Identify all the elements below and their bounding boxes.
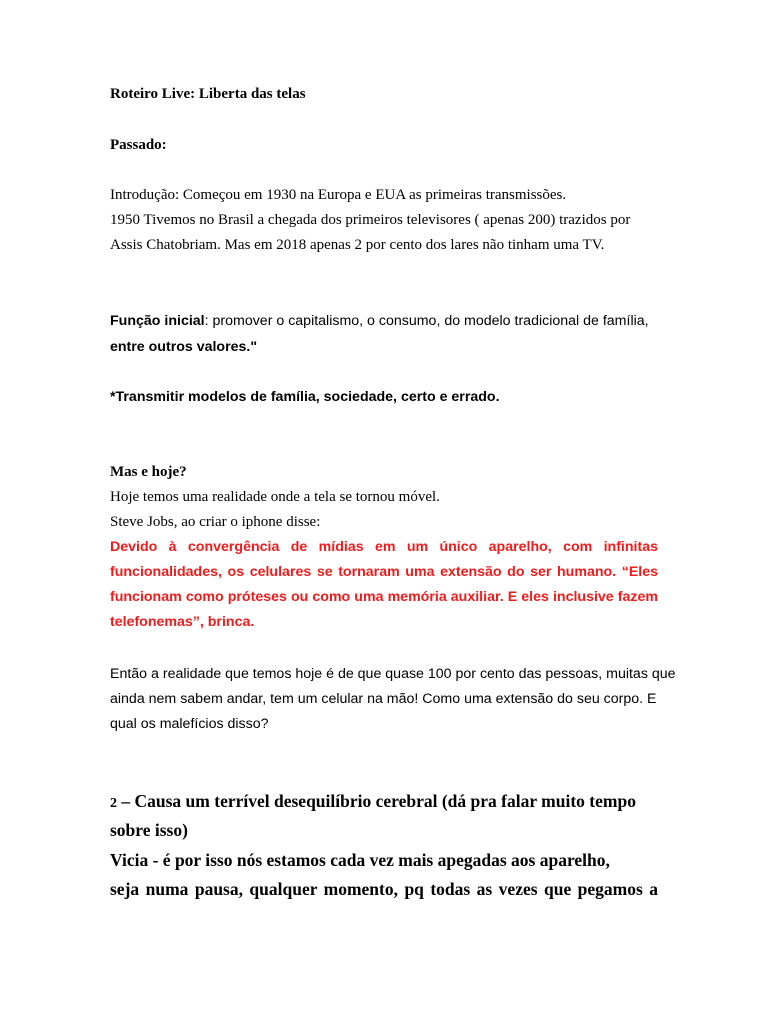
transmitir-line: *Transmitir modelos de família, sociedade, certo e errado. — [110, 389, 500, 405]
causa-text: – Causa um terrível desequilíbrio cerebral (dá pra falar muito tempo — [117, 791, 636, 811]
quote-line-1: Devido à convergência de mídias em um único aparelho, com infinitas — [110, 539, 658, 555]
document-title: Roteiro Live: Liberta das telas — [110, 86, 306, 102]
funcao-line-2: entre outros valores." — [110, 339, 258, 355]
funcao-text: : promover o capitalismo, o consumo, do modelo tradicional de família, — [204, 313, 649, 329]
hoje-line-2: Steve Jobs, ao criar o iphone disse: — [110, 514, 321, 530]
causa-number: 2 — [110, 796, 117, 811]
intro-line-1: Introdução: Começou em 1930 na Europa e EUA as primeiras transmissões. — [110, 187, 567, 203]
quote-line-4: telefonemas”, brinca. — [110, 614, 255, 630]
realidade-line-1: Então a realidade que temos hoje é de que quase 100 por cento das pessoas, muitas que — [110, 666, 676, 682]
hoje-line-1: Hoje temos uma realidade onde a tela se tornou móvel. — [110, 489, 440, 505]
passado-heading: Passado: — [110, 137, 167, 153]
funcao-label: Função inicial — [110, 313, 205, 329]
funcao-line-1 — [110, 312, 658, 330]
causa-line-1 — [110, 791, 658, 814]
causa-line-2: sobre isso) — [110, 820, 188, 840]
quote-line-3: funcionam como próteses ou como uma memória auxiliar. E eles inclusive fazem — [110, 589, 658, 605]
mas-heading: Mas e hoje? — [110, 464, 187, 480]
intro-line-2: 1950 Tivemos no Brasil a chegada dos primeiros televisores ( apenas 200) trazidos por — [110, 212, 631, 228]
vicia-line-1: Vicia - é por isso nós estamos cada vez mais apegadas aos aparelho, — [110, 850, 610, 870]
realidade-line-3: qual os malefícios disso? — [110, 716, 269, 732]
realidade-line-2: ainda nem sabem andar, tem um celular na mão! Como uma extensão do seu corpo. E — [110, 691, 657, 707]
quote-line-2: funcionalidades, os celulares se tornaram uma extensão do ser humano. “Eles — [110, 564, 658, 580]
intro-line-3: Assis Chatobriam. Mas em 2018 apenas 2 por cento dos lares não tinham uma TV. — [110, 237, 605, 253]
vicia-line-2: seja numa pausa, qualquer momento, pq todas as vezes que pegamos a — [110, 879, 658, 899]
